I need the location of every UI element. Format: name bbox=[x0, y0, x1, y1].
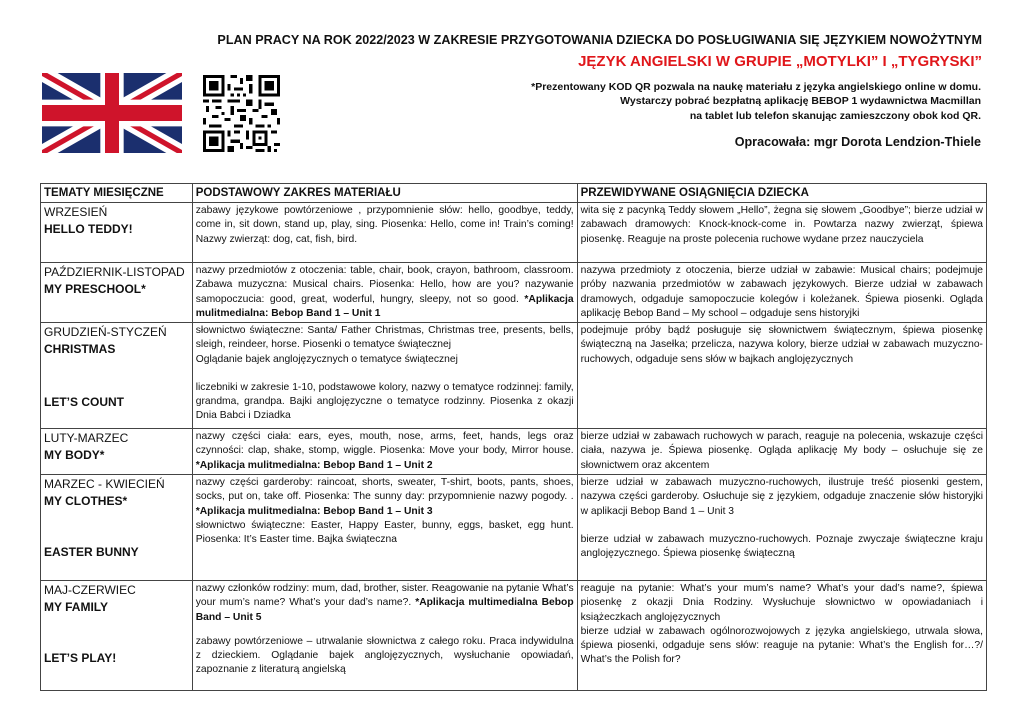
material-text: liczebniki w zakresie 1-10, podstawowe kolory, nazwy o tematyce rodzinnej: family, grandma, grandpa. Bajki anglojęzyczne o tematyce rodzinny. Piosenka z okazji Dnia Babci i Dziadka bbox=[195, 381, 574, 422]
outcomes-text: bierze udział w zabawach ogólnorozwojowych z języka angielskiego, utrwala słowa, śpiewa piosenki, odgaduje sens słów: reaguje na pytanie: What’s the English for…?/ What’s the Polish for? bbox=[580, 625, 983, 666]
outcomes-cell bbox=[577, 203, 986, 263]
table-row bbox=[41, 429, 987, 475]
author-credit: Opracowała: mgr Dorota Lendzion-Thiele bbox=[734, 135, 981, 149]
app-reference: *Aplikacja mulitmedialna: Bebop Band 1 – Unit 3 bbox=[195, 505, 433, 517]
material-text: nazwy części ciała: ears, eyes, mouth, nose, arms, feet, hands, legs oraz czynności: clap, shake, stomp, wiggle. Piosenka: Move your body, Mirror house. bbox=[195, 431, 574, 457]
outcomes-cell bbox=[577, 581, 986, 691]
topic-cell bbox=[41, 203, 193, 263]
material-text: Oglądanie bajek anglojęzycznych o tematyce świątecznej bbox=[195, 353, 458, 365]
topic-label: LET’S PLAY! bbox=[44, 651, 117, 666]
material-cell bbox=[192, 475, 577, 581]
topic-label: MY CLOTHES* bbox=[44, 494, 128, 509]
topic-cell bbox=[41, 323, 193, 429]
month-label: PAŹDZIERNIK-LISTOPAD bbox=[44, 265, 185, 280]
month-label: MARZEC - KWIECIEŃ bbox=[44, 477, 165, 492]
outcomes-cell bbox=[577, 475, 986, 581]
outcomes-text: nazywa przedmioty z otoczenia, bierze udział w zabawie: Musical chairs; podejmuje próby nazwania przedmiotów w zabawach językowych. Bierze udział w zabawach dramowych, odgaduje samopoczucie kolegów i koleżanek. Śpiewa piosenki. Ogląda aplikację Bebop Band – My school – odgaduje sens historyjki bbox=[580, 265, 983, 319]
table-header-row bbox=[41, 184, 987, 203]
table-row bbox=[41, 475, 987, 581]
topic-cell bbox=[41, 429, 193, 475]
page-title: PLAN PRACY NA ROK 2022/2023 W ZAKRESIE PRZYGOTOWANIA DZIECKA DO POSŁUGIWANIA SIĘ JĘZYKIEM NOWOŻYTNYM bbox=[217, 33, 982, 47]
outcomes-text: wita się z pacynką Teddy słowem „Hello”, żegna się słowem „Goodbye”; bierze udział w zabawach dramowych: Knock-knock-come in. Powtarza nazwy zwierząt, śpiewa piosenkę. Reaguje na proste polecenia ruchowe wydane przez nauczyciela bbox=[580, 205, 983, 245]
app-reference: *Aplikacja mulitmedialna: Bebop Band 1 – Unit 1 bbox=[195, 293, 574, 319]
outcomes-cell bbox=[577, 263, 986, 323]
month-label: LUTY-MARZEC bbox=[44, 431, 129, 446]
union-jack-flag-image bbox=[42, 73, 182, 153]
material-cell bbox=[192, 263, 577, 323]
column-header: TEMATY MIESIĘCZNE bbox=[41, 184, 193, 203]
material-text: nazwy członków rodziny: mum, dad, brother, sister. Reagowanie na pytanie What’s your mum’s name? What’s your dad’s name?. bbox=[195, 583, 574, 609]
material-cell bbox=[192, 429, 577, 475]
month-label: GRUDZIEŃ-STYCZEŃ bbox=[44, 325, 167, 340]
plan-table bbox=[40, 183, 987, 691]
month-label: MAJ-CZERWIEC bbox=[44, 583, 136, 598]
note-line: na tablet lub telefon skanując zamieszczony obok kod QR. bbox=[689, 109, 981, 122]
outcomes-text: bierze udział w zabawach ruchowych w parach, reaguje na polecenia, wskazuje części ciała, nazywa je. Śpiewa piosenkę. Ogląda aplikację My body – osłuchuje się ze słownictwem oraz akcentem bbox=[580, 431, 983, 471]
outcomes-text: podejmuje próby bądź posługuje się słownictwem świątecznym, śpiewa piosenkę świąteczną na Jasełka; przelicza, nazywa kolory, bierze udział w zabawach muzyczno-ruchowych, odgaduje sens słów w bajkach anglojęzycznych bbox=[580, 325, 983, 365]
topic-cell bbox=[41, 581, 193, 691]
material-text: nazwy przedmiotów z otoczenia: table, chair, book, crayon, bathroom, classroom. Zabawa muzyczna: Musical chairs. Piosenka: Hello, how are you? nazywanie samopoczucia: good, great, woderful, hungry, sleepy, not so good. bbox=[195, 265, 574, 305]
table-row bbox=[41, 323, 987, 429]
topic-label: LET’S COUNT bbox=[44, 395, 124, 410]
material-text: słownictwo świąteczne: Easter, Happy Easter, bunny, eggs, basket, egg hunt. Piosenka: It’s Easter time. Bajka świąteczna bbox=[195, 519, 574, 546]
topic-label: HELLO TEDDY! bbox=[44, 222, 133, 237]
topic-label: MY FAMILY bbox=[44, 600, 109, 615]
app-reference: *Aplikacja multimedialna Bebop Band – Unit 5 bbox=[195, 597, 574, 623]
material-text: zabawy powtórzeniowe – utrwalanie słownictwa z całego roku. Praca indywidulna z dzieckiem. Oglądanie bajek anglojęzycznych, wysłuchanie opowiadań, zapoznanie z literaturą angielską bbox=[195, 635, 574, 676]
qr-instructions bbox=[531, 80, 981, 123]
note-line: *Prezentowany KOD QR pozwala na naukę materiału z języka angielskiego online w domu. bbox=[531, 81, 981, 93]
topic-label: MY PRESCHOOL* bbox=[44, 282, 146, 297]
topic-label: EASTER BUNNY bbox=[44, 545, 139, 560]
material-text: zabawy językowe powtórzeniowe , przypomnienie słów: hello, goodbye, teddy, come in, sit down, stand up, play, sing. Piosenka: Hello, come in! Train’s coming! Nazwy zwierząt: dog, cat, fish, bird. bbox=[195, 205, 574, 245]
qr-code-image bbox=[203, 75, 280, 152]
outcomes-text: reaguje na pytanie: What’s your mum’s name? What’s your dad’s name?, śpiewa piosenkę z okazji Dnia Rodziny. Wysłuchuje słownictwo w opowiadaniach i książeczkach anglojęzycznych bbox=[580, 583, 983, 623]
note-line: Wystarczy pobrać bezpłatną aplikację BEBOP 1 wydawnictwa Macmillan bbox=[620, 95, 981, 108]
outcomes-cell bbox=[577, 429, 986, 475]
material-text: słownictwo świąteczne: Santa/ Father Christmas, Christmas tree, presents, bells, sleigh, reindeer, horse. Piosenki o tematyce świątecznej bbox=[195, 325, 574, 351]
table-row bbox=[41, 581, 987, 691]
outcomes-text: bierze udział w zabawach muzyczno-ruchowych, ilustruje treść piosenki gestem, nazywa części garderoby. Osłuchuje się z językiem, odgaduje znaczenie słów historyjki w aplikacji Bebop Band 1 – Unit 3 bbox=[580, 477, 983, 517]
page-subtitle: JĘZYK ANGIELSKI W GRUPIE „MOTYLKI” I „TYGRYSKI” bbox=[578, 53, 982, 70]
column-header: PRZEWIDYWANE OSIĄGNIĘCIA DZIECKA bbox=[577, 184, 986, 203]
material-cell bbox=[192, 323, 577, 429]
table-row bbox=[41, 263, 987, 323]
topic-cell bbox=[41, 263, 193, 323]
outcomes-text: bierze udział w zabawach muzyczno-ruchowych. Poznaje zwyczaje świąteczne kraju anglojęzycznego. Śpiewa piosenkę świąteczną bbox=[580, 533, 983, 560]
material-cell bbox=[192, 581, 577, 691]
table-row bbox=[41, 203, 987, 263]
material-cell bbox=[192, 203, 577, 263]
app-reference: *Aplikacja mulitmedialna: Bebop Band 1 – Unit 2 bbox=[195, 459, 433, 471]
material-text: nazwy części garderoby: raincoat, shorts, sweater, T-shirt, boots, pants, shoes, socks, put on, take off. Piosenka: The sunny day: przypomnienie nazwy pogody. . bbox=[195, 477, 574, 503]
topic-cell bbox=[41, 475, 193, 581]
outcomes-cell bbox=[577, 323, 986, 429]
topic-label: MY BODY* bbox=[44, 448, 105, 463]
topic-label: CHRISTMAS bbox=[44, 342, 116, 357]
column-header: PODSTAWOWY ZAKRES MATERIAŁU bbox=[192, 184, 577, 203]
month-label: WRZESIEŃ bbox=[44, 205, 108, 220]
